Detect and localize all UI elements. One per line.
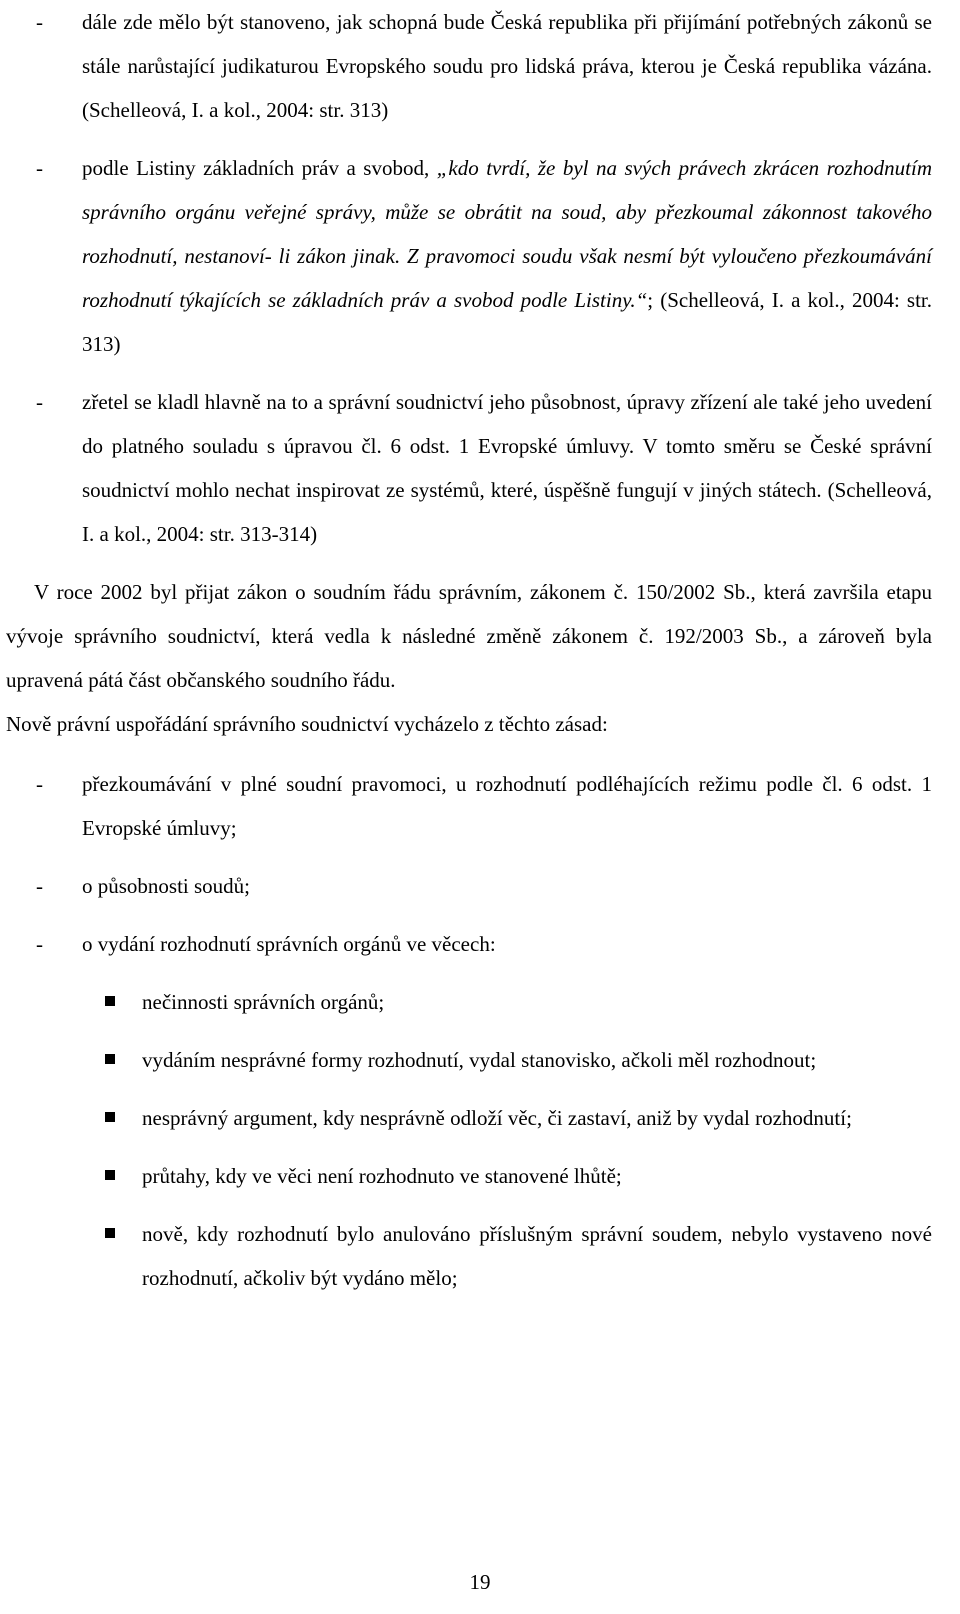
bullet-item-text: průtahy, kdy ve věci není rozhodnuto ve stanovené lhůtě;	[142, 1164, 622, 1188]
square-bullet-icon	[105, 1170, 115, 1180]
list-item-text: dále zde mělo být stanoveno, jak schopná bude Česká republika při přijímání potřebných zákonů se stále narůstající judikaturou Evropského soudu pro lidská práva, kterou je Česká republika vázána. (Schelleová, I. a kol., 2004: str. 313)	[82, 10, 932, 122]
square-bullet-icon	[105, 1228, 115, 1238]
list-item-text: přezkoumávání v plné soudní pravomoci, u rozhodnutí podléhajících režimu podle čl. 6 odst. 1 Evropské úmluvy;	[82, 772, 932, 840]
list-item-text-post: ; (Schelleová, I. a kol., 2004: str. 313)	[82, 288, 932, 356]
listina-quote: „kdo tvrdí, že byl na svých právech zkrácen rozhodnutím správního orgánu veřejné správy, může se obrátit na soud, aby přezkoumal zákonnost takového rozhodnutí, nestanoví- li zákon jinak. Z pravomoci soudu však nesmí být vyloučeno přezkoumávání rozhodnutí týkajících se základních práv a svobod podle Listiny.“	[82, 156, 932, 312]
dash-marker: -	[36, 10, 43, 34]
bullet-item	[142, 1038, 932, 1082]
list-item	[36, 146, 932, 366]
dash-marker: -	[36, 156, 43, 180]
page-number: 19	[469, 1570, 491, 1594]
list-item-text: o působnosti soudů;	[82, 874, 251, 898]
bullet-item	[142, 1212, 932, 1300]
body-paragraph-principles-intro: Nově právní uspořádání správního soudnictví vycházelo z těchto zásad:	[6, 712, 608, 736]
bullet-item-text: nečinnosti správních orgánů;	[142, 990, 385, 1014]
bullet-item	[142, 980, 932, 1024]
list-item-text: o vydání rozhodnutí správních orgánů ve věcech:	[82, 932, 496, 956]
list-item-text-pre: podle Listiny základních práv a svobod,	[82, 156, 437, 180]
list-item	[36, 922, 932, 966]
square-bullet-icon	[105, 1112, 115, 1122]
dash-marker: -	[36, 932, 43, 956]
square-bullet-icon	[105, 1054, 115, 1064]
list-item-text: zřetel se kladl hlavně na to a správní soudnictví jeho působnost, úpravy zřízení ale také jeho uvedení do platného souladu s úpravou čl. 6 odst. 1 Evropské úmluvy. V tomto směru se České správní soudnictví mohlo nechat inspirovat ze systémů, které, úspěšně fungují v jiných státech. (Schelleová, I. a kol., 2004: str. 313-314)	[82, 390, 932, 546]
list-item	[36, 380, 932, 556]
body-paragraph: V roce 2002 byl přijat zákon o soudním řádu správním, zákonem č. 150/2002 Sb., která završila etapu vývoje správního soudnictví, která vedla k následné změně zákonem č. 192/2003 Sb., a zároveň byla upravená pátá část občanského soudního řádu.	[6, 580, 932, 692]
bullet-item	[142, 1096, 932, 1140]
dash-marker: -	[36, 874, 43, 898]
dash-marker: -	[36, 772, 43, 796]
list-item	[36, 0, 932, 132]
bullet-item-text: vydáním nesprávné formy rozhodnutí, vydal stanovisko, ačkoli měl rozhodnout;	[142, 1048, 817, 1072]
bullet-item-text: nově, kdy rozhodnutí bylo anulováno příslušným správní soudem, nebylo vystaveno nové rozhodnutí, ačkoliv být vydáno mělo;	[142, 1222, 932, 1290]
bullet-item-text: nesprávný argument, kdy nesprávně odloží věc, či zastaví, aniž by vydal rozhodnutí;	[142, 1106, 852, 1130]
list-item	[36, 762, 932, 850]
dash-marker: -	[36, 390, 43, 414]
square-bullet-icon	[105, 996, 115, 1006]
list-item	[36, 864, 932, 908]
bullet-item	[142, 1154, 932, 1198]
